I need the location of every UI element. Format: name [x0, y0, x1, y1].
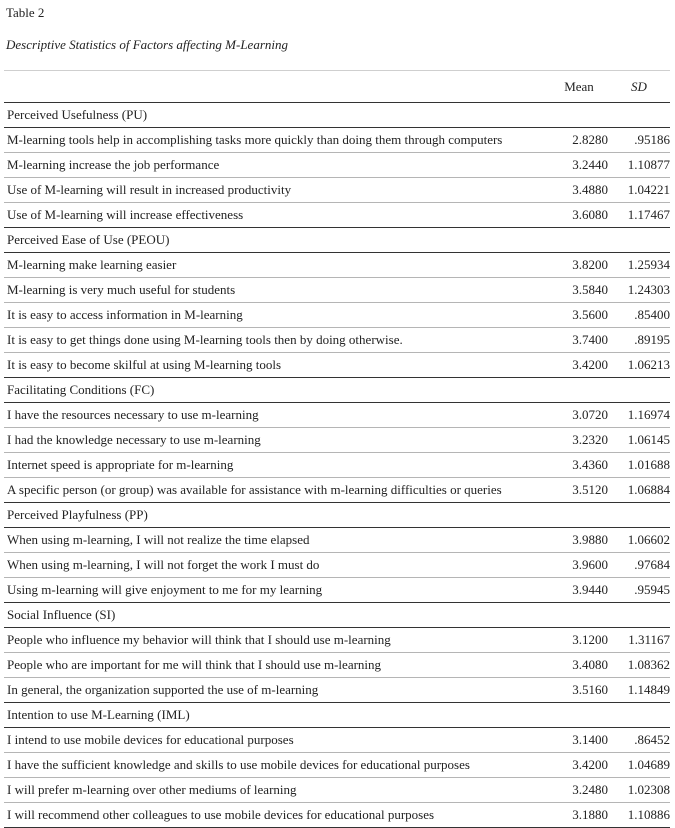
- sd-cell: 1.06213: [608, 353, 670, 378]
- table-header-row: [4, 71, 670, 103]
- sd-cell: 1.14849: [608, 678, 670, 703]
- table-row: [4, 203, 670, 228]
- sd-cell: 1.31167: [608, 628, 670, 653]
- table-row: [4, 253, 670, 278]
- sd-cell: .89195: [608, 328, 670, 353]
- mean-cell: 3.0720: [550, 403, 608, 428]
- item-cell: Internet speed is appropriate for m-learning: [4, 453, 550, 478]
- sd-cell: 1.06602: [608, 528, 670, 553]
- mean-cell: 3.1200: [550, 628, 608, 653]
- table-row: [4, 803, 670, 828]
- header-mean: Mean: [550, 71, 608, 103]
- header-item: [4, 71, 550, 103]
- item-cell: M-learning is very much useful for students: [4, 278, 550, 303]
- item-cell: Use of M-learning will result in increased productivity: [4, 178, 550, 203]
- table-label: Table 2: [6, 5, 45, 20]
- table-row: [4, 278, 670, 303]
- table-row: [4, 678, 670, 703]
- table-row: [4, 328, 670, 353]
- sd-cell: 1.04689: [608, 753, 670, 778]
- sd-cell: 1.24303: [608, 278, 670, 303]
- sd-cell: 1.06884: [608, 478, 670, 503]
- table-row: [4, 628, 670, 653]
- section-title: Perceived Ease of Use (PEOU): [4, 228, 670, 253]
- mean-cell: 3.4360: [550, 453, 608, 478]
- mean-cell: 3.2320: [550, 428, 608, 453]
- table-row: [4, 428, 670, 453]
- table-row: [4, 303, 670, 328]
- table-row: [4, 778, 670, 803]
- mean-cell: 3.5120: [550, 478, 608, 503]
- sd-cell: 1.17467: [608, 203, 670, 228]
- mean-cell: 3.7400: [550, 328, 608, 353]
- sd-cell: 1.08362: [608, 653, 670, 678]
- item-cell: When using m-learning, I will not realize the time elapsed: [4, 528, 550, 553]
- item-cell: I will prefer m-learning over other mediums of learning: [4, 778, 550, 803]
- mean-cell: 3.2480: [550, 778, 608, 803]
- mean-cell: 3.6080: [550, 203, 608, 228]
- table-row: [4, 578, 670, 603]
- section-title: Intention to use M-Learning (IML): [4, 703, 670, 728]
- item-cell: People who are important for me will think that I should use m-learning: [4, 653, 550, 678]
- sd-cell: 1.10877: [608, 153, 670, 178]
- header-sd: SD: [608, 71, 670, 103]
- section-header-row: [4, 103, 670, 128]
- sd-cell: .95186: [608, 128, 670, 153]
- mean-cell: 3.1880: [550, 803, 608, 828]
- sd-cell: .85400: [608, 303, 670, 328]
- sd-cell: 1.16974: [608, 403, 670, 428]
- table-body: [4, 103, 670, 828]
- section-header-row: [4, 503, 670, 528]
- item-cell: A specific person (or group) was available for assistance with m-learning difficulties or queries: [4, 478, 550, 503]
- item-cell: When using m-learning, I will not forget the work I must do: [4, 553, 550, 578]
- table-row: [4, 153, 670, 178]
- sd-cell: 1.02308: [608, 778, 670, 803]
- table-row: [4, 478, 670, 503]
- table-row: [4, 653, 670, 678]
- table-row: [4, 453, 670, 478]
- sd-cell: 1.04221: [608, 178, 670, 203]
- mean-cell: 3.4880: [550, 178, 608, 203]
- section-header-row: [4, 603, 670, 628]
- mean-cell: 3.9880: [550, 528, 608, 553]
- section-header-row: [4, 703, 670, 728]
- item-cell: It is easy to get things done using M-learning tools then by doing otherwise.: [4, 328, 550, 353]
- item-cell: In general, the organization supported the use of m-learning: [4, 678, 550, 703]
- table-row: [4, 528, 670, 553]
- table-caption: Descriptive Statistics of Factors affecting M-Learning: [6, 37, 288, 52]
- sd-cell: .95945: [608, 578, 670, 603]
- table-row: [4, 128, 670, 153]
- section-title: Social Influence (SI): [4, 603, 670, 628]
- item-cell: It is easy to access information in M-learning: [4, 303, 550, 328]
- table-row: [4, 353, 670, 378]
- table-row: [4, 728, 670, 753]
- sd-cell: 1.10886: [608, 803, 670, 828]
- mean-cell: 3.1400: [550, 728, 608, 753]
- table-row: [4, 403, 670, 428]
- mean-cell: 3.9600: [550, 553, 608, 578]
- mean-cell: 3.2440: [550, 153, 608, 178]
- sd-cell: 1.25934: [608, 253, 670, 278]
- table-row: [4, 178, 670, 203]
- item-cell: It is easy to become skilful at using M-learning tools: [4, 353, 550, 378]
- mean-cell: 3.4200: [550, 353, 608, 378]
- item-cell: Using m-learning will give enjoyment to me for my learning: [4, 578, 550, 603]
- section-header-row: [4, 378, 670, 403]
- item-cell: People who influence my behavior will think that I should use m-learning: [4, 628, 550, 653]
- mean-cell: 3.4080: [550, 653, 608, 678]
- item-cell: M-learning increase the job performance: [4, 153, 550, 178]
- item-cell: M-learning tools help in accomplishing tasks more quickly than doing them through computers: [4, 128, 550, 153]
- mean-cell: 3.8200: [550, 253, 608, 278]
- mean-cell: 3.5600: [550, 303, 608, 328]
- sd-cell: .86452: [608, 728, 670, 753]
- sd-cell: 1.06145: [608, 428, 670, 453]
- item-cell: I will recommend other colleagues to use mobile devices for educational purposes: [4, 803, 550, 828]
- mean-cell: 2.8280: [550, 128, 608, 153]
- mean-cell: 3.5840: [550, 278, 608, 303]
- sd-cell: .97684: [608, 553, 670, 578]
- mean-cell: 3.4200: [550, 753, 608, 778]
- section-title: Perceived Usefulness (PU): [4, 103, 670, 128]
- sd-cell: 1.01688: [608, 453, 670, 478]
- mean-cell: 3.9440: [550, 578, 608, 603]
- descriptive-statistics-table: [4, 70, 670, 828]
- item-cell: I intend to use mobile devices for educational purposes: [4, 728, 550, 753]
- section-header-row: [4, 228, 670, 253]
- table-row: [4, 553, 670, 578]
- item-cell: I had the knowledge necessary to use m-learning: [4, 428, 550, 453]
- item-cell: I have the resources necessary to use m-learning: [4, 403, 550, 428]
- item-cell: M-learning make learning easier: [4, 253, 550, 278]
- item-cell: I have the sufficient knowledge and skills to use mobile devices for educational purposes: [4, 753, 550, 778]
- section-title: Perceived Playfulness (PP): [4, 503, 670, 528]
- item-cell: Use of M-learning will increase effectiveness: [4, 203, 550, 228]
- table-row: [4, 753, 670, 778]
- mean-cell: 3.5160: [550, 678, 608, 703]
- section-title: Facilitating Conditions (FC): [4, 378, 670, 403]
